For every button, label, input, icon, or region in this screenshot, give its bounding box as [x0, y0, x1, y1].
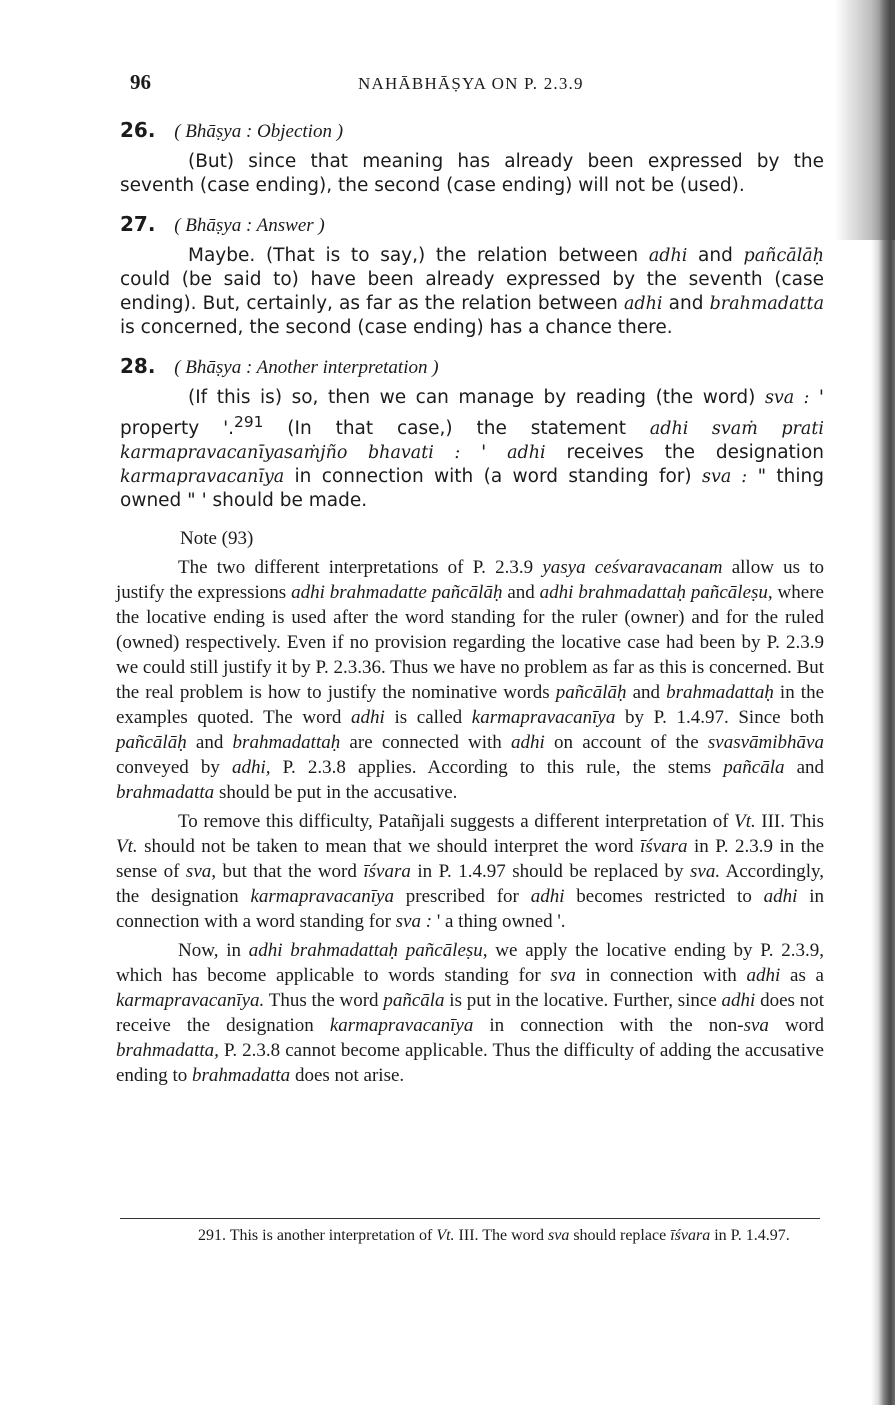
page-content	[116, 116, 824, 1092]
section-number: 27.	[120, 212, 156, 236]
section-text: (But) since that meaning has already been expressed by the seventh (case ending), the second (case ending) will not be (used).	[120, 151, 824, 196]
page-number: 96	[130, 70, 151, 94]
section-heading	[120, 352, 824, 382]
section-heading	[120, 210, 824, 240]
section-text: Maybe. (That is to say,) the relation between adhi and pañcālāḥ could (be said to) have been already expressed by the seventh (case ending). But, certainly, as far as the relation between adhi and brahmadatta is concerned, the second (case ending) has a chance there.	[120, 245, 824, 338]
note-paragraph: The two different interpretations of P. 2.3.9 yasya ceśvaravacanam allow us to justify the expressions adhi brahmadatte pañcālāḥ and adhi brahmadattaḥ pañcāleṣu, where the locative ending is used after the word standing for the ruler (owner) and for the ruled (owned) respectively. Even if no provision regarding the locative case had been by P. 2.3.9 we could still justify it by P. 2.3.36. Thus we have no problem as far as this is concerned. But the real problem is how to justify the nominative words pañcālāḥ and brahmadattaḥ in the examples quoted. The word adhi is called karmapravacanīya by P. 1.4.97. Since both pañcālāḥ and brahmadattaḥ are connected with adhi on account of the svasvāmibhāva conveyed by adhi, P. 2.3.8 applies. According to this rule, the stems pañcāla and brahmadatta should be put in the accusative.	[116, 557, 825, 804]
section-26	[116, 116, 824, 198]
section-text: (If this is) so, then we can manage by reading (the word) sva : ' property '.$^{291}$ (In that case,) the statement adhi svaṁ prati karmapravacanīyasaṁjño bhavati : ' adhi receives the designation karmapravacanīya in connection with (a word standing for) sva : " thing owned " ' should be made.	[120, 387, 825, 512]
footnote: 291. This is another interpretation of Vt. III. The word sva should replace īśvara in P. 1.4.97.	[198, 1227, 790, 1244]
section-number: 28.	[120, 354, 156, 378]
running-head: NAHĀBHĀṢYA ON P. 2.3.9	[358, 74, 584, 93]
section-28	[116, 352, 824, 513]
section-27	[116, 210, 824, 340]
section-number: 26.	[120, 118, 156, 142]
section-heading	[120, 116, 824, 146]
page-header	[130, 70, 820, 100]
book-spine-shadow-top	[835, 0, 895, 240]
footnote-divider	[120, 1218, 820, 1219]
section-label: ( Bhāṣya : Objection )	[174, 121, 344, 142]
note-block	[116, 525, 824, 1088]
section-label: ( Bhāṣya : Answer )	[174, 215, 325, 236]
section-label: ( Bhāṣya : Another interpretation )	[174, 357, 439, 378]
note-paragraph: To remove this difficulty, Patañjali suggests a different interpretation of Vt. III. This Vt. should not be taken to mean that we should interpret the word īśvara in P. 2.3.9 in the sense of sva, but that the word īśvara in P. 1.4.97 should be replaced by sva. Accordingly, the designation karmapravacanīya prescribed for adhi becomes restricted to adhi in connection with a word standing for sva : ' a thing owned '.	[116, 811, 825, 933]
note-paragraph: Now, in adhi brahmadattaḥ pañcāleṣu, we apply the locative ending by P. 2.3.9, which has become applicable to words standing for sva in connection with adhi as a karmapravacanīya. Thus the word pañcāla is put in the locative. Further, since adhi does not receive the designation karmapravacanīya in connection with the non-sva word brahmadatta, P. 2.3.8 cannot become applicable. Thus the difficulty of adding the accusative ending to brahmadatta does not arise.	[116, 940, 824, 1087]
note-title: Note (93)	[180, 528, 254, 550]
